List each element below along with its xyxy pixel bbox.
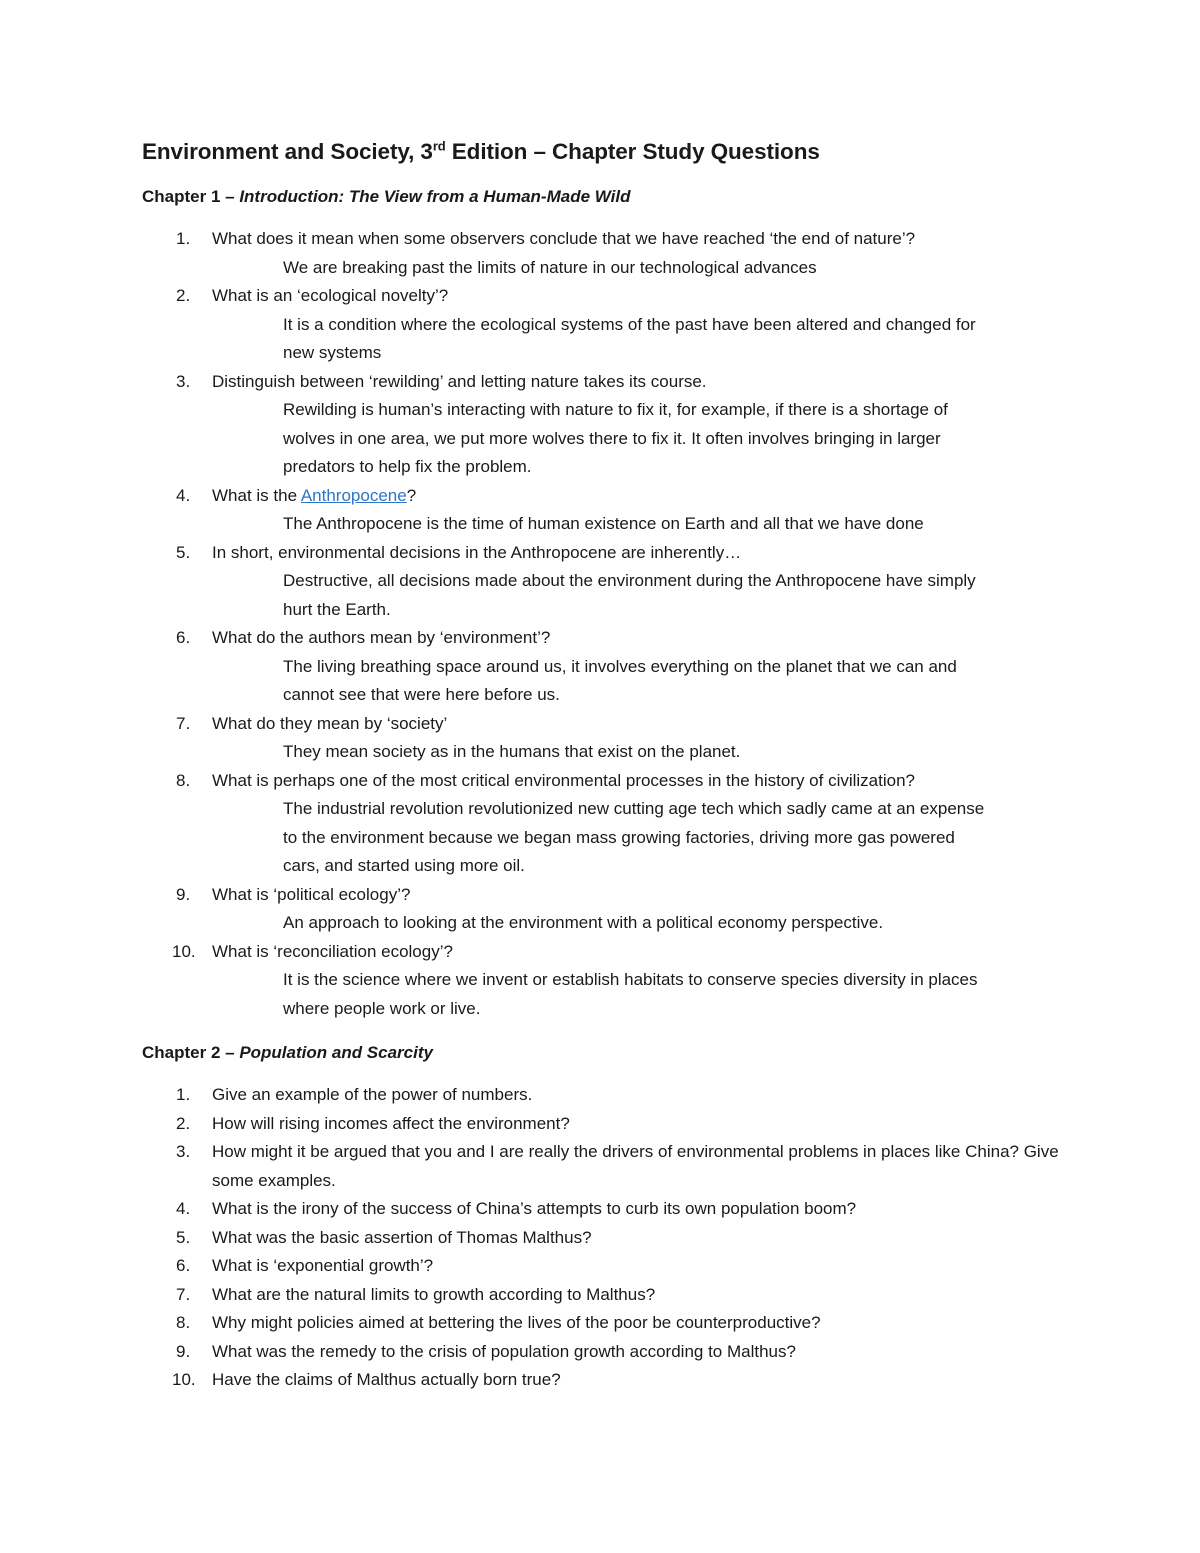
question-text: Give an example of the power of numbers. — [212, 1085, 533, 1104]
question-item — [142, 938, 1072, 1024]
question-item — [142, 1281, 1072, 1310]
question-number: 8. — [176, 770, 191, 790]
question-text: What is the irony of the success of China’s attempts to curb its own population boom? — [212, 1199, 857, 1218]
question-text: In short, environmental decisions in the Anthropocene are inherently… — [212, 542, 742, 562]
chapter-1-subtitle: Introduction: The View from a Human-Made Wild — [239, 187, 631, 206]
question-number: 4. — [176, 485, 191, 505]
question-item — [142, 767, 1072, 881]
question-item — [142, 225, 1072, 282]
question-item — [142, 539, 1072, 625]
question-number: 5. — [176, 1227, 191, 1247]
answer-text: The living breathing space around us, it involves everything on the planet that we can and cannot see that were here before us. — [283, 656, 957, 704]
question-number: 10. — [172, 941, 196, 961]
question-number: 6. — [176, 1256, 191, 1275]
question-item — [142, 710, 1072, 767]
question-text: What does it mean when some observers conclude that we have reached ‘the end of nature’? — [212, 229, 916, 248]
question-item — [142, 881, 1072, 938]
question-text: What is perhaps one of the most critical environmental processes in the history of civilization? — [212, 770, 915, 790]
chapter-2-question-list — [142, 1081, 1072, 1395]
question-text: What was the basic assertion of Thomas Malthus? — [212, 1227, 592, 1247]
question-item — [142, 282, 1072, 368]
question-number: 10. — [172, 1370, 196, 1389]
anthropocene-link[interactable]: Anthropocene — [300, 485, 407, 505]
question-text: How might it be argued that you and I are really the drivers of environmental problems in places like China? Give some examples. — [212, 1142, 1059, 1190]
title-main-text: Environment and Society, 3 — [142, 139, 433, 164]
chapter-2-heading — [142, 1039, 1072, 1067]
question-item — [142, 1110, 1072, 1139]
question-number: 1. — [176, 1085, 191, 1104]
question-text: What do they mean by ‘society’ — [212, 713, 448, 733]
question-text: What is ‘political ecology’? — [212, 884, 411, 904]
question-item — [142, 482, 1072, 539]
chapter-2-label: Chapter 2 – — [142, 1043, 240, 1062]
chapter-2-subtitle: Population and Scarcity — [239, 1043, 433, 1062]
question-number: 9. — [176, 884, 191, 904]
question-number: 2. — [176, 1113, 191, 1133]
question-item — [142, 1081, 1072, 1110]
question-number: 1. — [176, 229, 191, 248]
question-item — [142, 1252, 1072, 1281]
question-number: 7. — [176, 713, 191, 733]
question-text-before-link: What is the — [212, 485, 301, 505]
title-superscript: rd — [432, 138, 446, 154]
document-title — [142, 138, 1072, 165]
question-number: 2. — [176, 286, 191, 305]
question-item — [142, 624, 1072, 710]
title-rest-text: Edition – Chapter Study Questions — [445, 139, 820, 164]
question-text: What is ‘exponential growth’? — [212, 1256, 434, 1275]
chapter-2-section — [142, 1039, 1072, 1395]
chapter-1-heading — [142, 183, 1072, 211]
question-number: 6. — [176, 628, 191, 647]
question-number: 5. — [176, 542, 191, 562]
question-text: What is ‘reconciliation ecology’? — [212, 941, 453, 961]
answer-text: Destructive, all decisions made about the environment during the Anthropocene have simply hurt the Earth. — [283, 571, 976, 619]
question-item — [142, 1338, 1072, 1367]
question-text: Have the claims of Malthus actually born true? — [212, 1370, 561, 1389]
question-text — [212, 482, 1072, 511]
answer-text: The Anthropocene is the time of human existence on Earth and all that we have done — [283, 514, 924, 533]
question-number: 3. — [176, 371, 191, 391]
question-text: What was the remedy to the crisis of population growth according to Malthus? — [212, 1341, 796, 1361]
question-number: 7. — [176, 1284, 191, 1304]
question-text: Distinguish between ‘rewilding’ and letting nature takes its course. — [212, 371, 707, 391]
answer-text: An approach to looking at the environment with a political economy perspective. — [283, 913, 884, 932]
answer-text: The industrial revolution revolutionized new cutting age tech which sadly came at an expense to the environment because we began mass growing factories, driving more gas powered cars, and started using more oil. — [283, 799, 985, 875]
chapter-1-section — [142, 183, 1072, 1023]
question-number: 8. — [176, 1313, 191, 1332]
answer-text: It is a condition where the ecological systems of the past have been altered and changed for new systems — [283, 314, 976, 362]
chapter-1-label: Chapter 1 – — [142, 187, 240, 206]
question-text: What do the authors mean by ‘environment’? — [212, 628, 551, 647]
question-number: 4. — [176, 1199, 191, 1218]
answer-text: Rewilding is human’s interacting with nature to fix it, for example, if there is a shortage of wolves in one area, we put more wolves there to fix it. It often involves bringing in larger predators to help fix the problem. — [283, 400, 948, 476]
answer-text: We are breaking past the limits of nature in our technological advances — [283, 257, 817, 277]
question-item — [142, 1224, 1072, 1253]
document-page — [142, 138, 1072, 1395]
question-item — [142, 1195, 1072, 1224]
chapter-1-question-list — [142, 225, 1072, 1023]
question-item — [142, 1138, 1072, 1195]
question-text: What is an ‘ecological novelty’? — [212, 286, 449, 305]
question-item — [142, 368, 1072, 482]
answer-text: They mean society as in the humans that exist on the planet. — [283, 742, 741, 761]
question-text: What are the natural limits to growth according to Malthus? — [212, 1284, 656, 1304]
question-text: Why might policies aimed at bettering the lives of the poor be counterproductive? — [212, 1313, 821, 1332]
question-text: How will rising incomes affect the environment? — [212, 1113, 570, 1133]
question-item — [142, 1309, 1072, 1338]
question-number: 9. — [176, 1341, 191, 1361]
question-number: 3. — [176, 1142, 191, 1161]
question-item — [142, 1366, 1072, 1395]
answer-text: It is the science where we invent or establish habitats to conserve species diversity in places where people work or live. — [283, 970, 978, 1018]
question-text-after-link: ? — [406, 485, 417, 505]
